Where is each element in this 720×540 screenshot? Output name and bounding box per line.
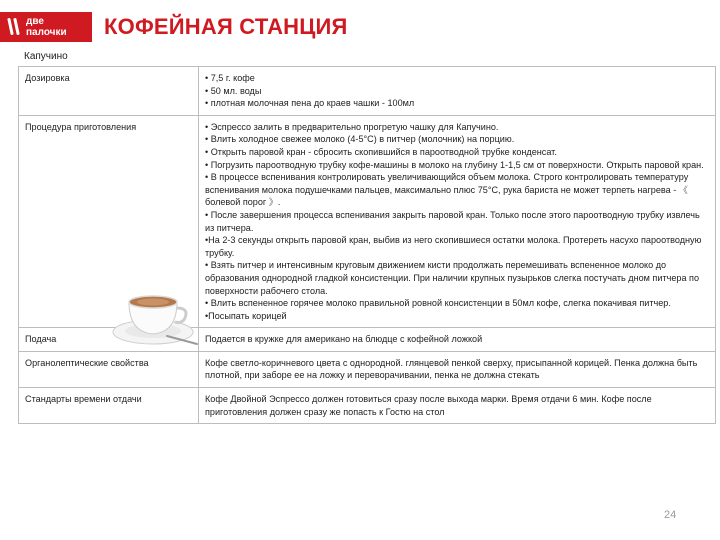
row-label: Стандарты времени отдачи <box>19 388 199 424</box>
list-item: Кофе Двойной Эспрессо должен готовиться сразу после выхода марки. Время отдачи 6 мин. Кофе после приготовления должен сразу же попасть к Гостю на стол <box>205 394 652 417</box>
list-item: • Влить вспененное горячее молоко правильной ровной консистенции в 50мл кофе, слегка покачивая питчер. <box>205 298 671 309</box>
row-label: Подача <box>19 328 199 352</box>
page-title: КОФЕЙНАЯ СТАНЦИЯ <box>104 14 348 39</box>
row-label-with-image <box>19 115 199 328</box>
list-item: • 50 мл. воды <box>205 85 262 96</box>
list-item: •На 2-3 секунды открыть паровой кран, выбив из него скопившиеся остатки молока. Протереть насухо пароотводную трубку. <box>205 235 702 258</box>
logo-text-bottom: палочки <box>26 27 67 38</box>
list-item: • После завершения процесса вспенивания закрыть паровой кран. Только после этого пароотводную трубку извлечь из питчера. <box>205 209 700 233</box>
logo-text-top: две <box>26 16 44 27</box>
brand-logo <box>0 12 92 42</box>
list-item: •Посыпать корицей <box>205 310 287 321</box>
row-content <box>199 328 716 352</box>
chopsticks-icon <box>6 18 20 35</box>
table-row <box>19 388 716 424</box>
list-item: • Эспрессо залить в предварительно прогретую чашку для Капучино. <box>205 121 499 132</box>
row-content <box>199 351 716 387</box>
list-item: Кофе светло-коричневого цвета с однородной. глянцевой пенкой сверху, присыпанной корицей. Пенка должна быть плотной, при заборе ее на ложку и переворачивании, пенка не должна стекать <box>205 357 698 381</box>
row-content <box>199 67 716 116</box>
list-item: • Погрузить пароотводную трубку кофе-машины в молоко на глубину 1-1,5 см от поверхности. Открыть паровой кран. <box>205 159 704 170</box>
cappuccino-cup-image <box>105 288 205 348</box>
list-item: • плотная молочная пена до краев чашки - 100мл <box>205 98 415 109</box>
list-item: • 7,5 г. кофе <box>205 73 255 83</box>
list-item: • Открыть паровой кран - сбросить скопившийся в пароотводной трубке конденсат. <box>205 146 557 157</box>
row-label: Процедура приготовления <box>25 121 137 132</box>
table-row <box>19 67 716 116</box>
table-row <box>19 351 716 387</box>
list-item: Подается в кружке для американо на блюдце с кофейной ложкой <box>205 334 483 345</box>
list-item: • Влить холодное свежее молоко (4-5°С) в питчер (молочник) на порцию. <box>205 134 515 145</box>
row-content <box>199 388 716 424</box>
table-row <box>19 115 716 328</box>
page-subtitle: Капучино <box>24 51 68 62</box>
page-number: 24 <box>664 509 677 521</box>
row-label: Дозировка <box>19 67 199 116</box>
row-content <box>199 115 716 328</box>
row-label: Органолептические свойства <box>19 351 199 387</box>
list-item: • В процессе вспенивания контролировать увеличивающийся объем молока. Строго контролировать температуру вспенивания молока подушечками пальцев, максимально плюс 75°С, рука бариста не может терпеть нагрева - 《 болевой порог 》. <box>205 172 689 208</box>
list-item: • Взять питчер и интенсивным круговым движением кисти продолжать перемешивать вспененное молоко до образования однородной гладкой консистенции. При наличии крупных пузырьков слегка постучать дном питчера по поверхности рабочего стола. <box>205 260 700 296</box>
recipe-table <box>18 66 716 424</box>
